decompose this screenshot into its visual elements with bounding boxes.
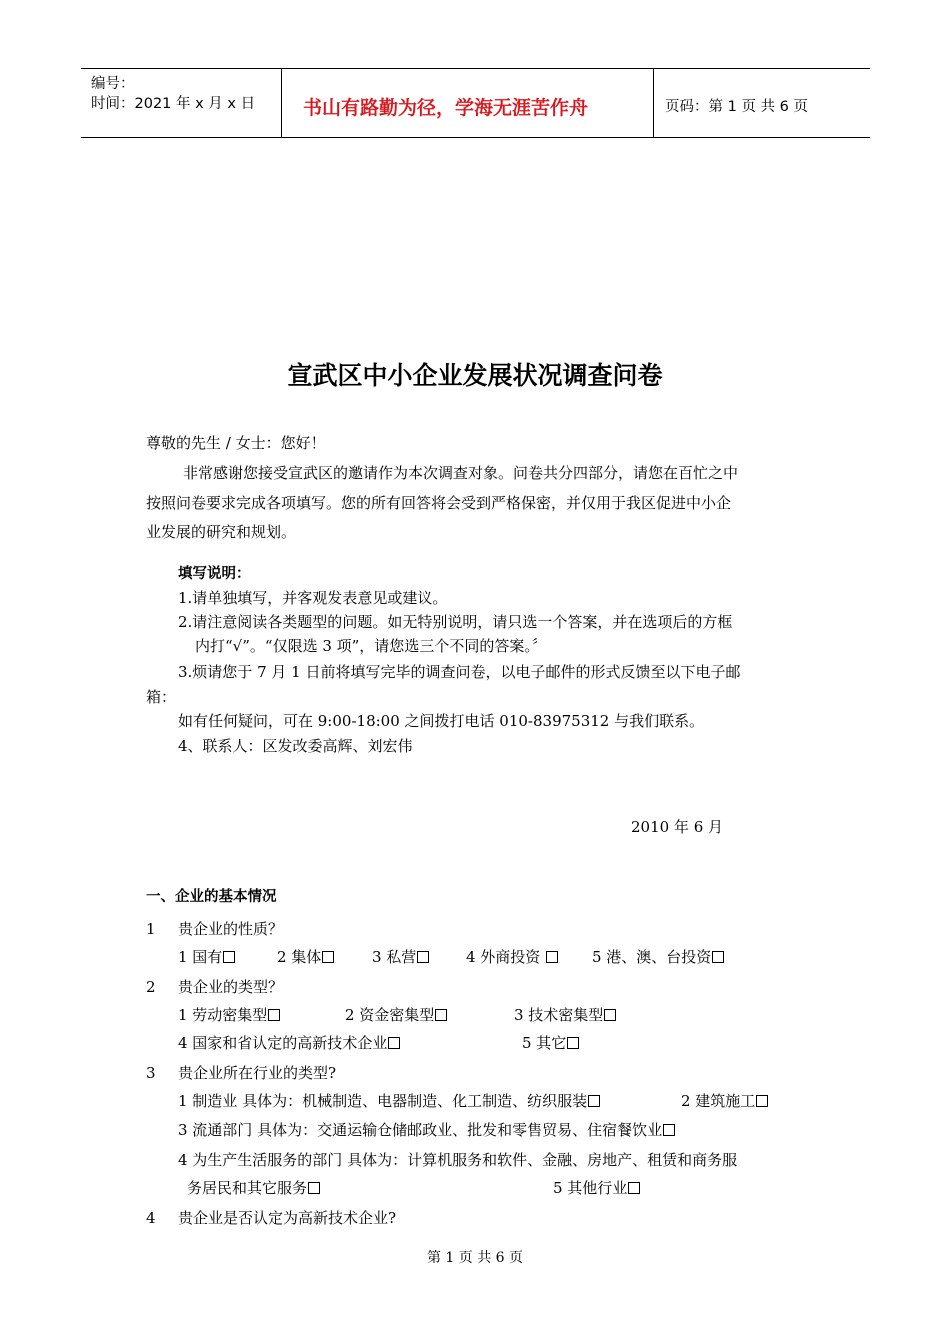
q2-option-1[interactable]: 1 劳动密集型 [178,1005,280,1025]
checkbox[interactable] [628,1182,640,1194]
q1-option-2[interactable]: 2 集体 [277,947,334,967]
checkbox[interactable] [546,951,558,963]
document-title: 宣武区中小企业发展状况调查问卷 [287,361,663,390]
instruction-3-line-1: 3.烦请您于 7 月 1 日前将填写完毕的调查问卷，以电子邮件的形式反馈至以下电子邮 [178,663,741,681]
page-info: 页码：第 1 页 共 6 页 [665,99,808,115]
page-footer: 第 1 页 共 6 页 [426,1250,524,1266]
checkbox[interactable] [417,951,429,963]
contact-line: 如有任何疑问，可在 9:00-18:00 之间拨打电话 010-83975312 与我们联系。 [178,712,705,730]
q1-number: 1 [146,920,156,938]
checkbox[interactable] [604,1009,616,1021]
checkbox[interactable] [663,1124,675,1136]
page-header [81,68,870,138]
q1-option-3[interactable]: 3 私营 [372,947,429,967]
checkbox[interactable] [322,951,334,963]
q3-option-4-line-1: 4 为生产生活服务的部门 具体为：计算机服务和软件、金融、房地产、租赁和商务服 [178,1151,738,1169]
motto: 书山有路勤为径，学海无涯苦作舟 [303,97,589,119]
q1-option-5[interactable]: 5 港、澳、台投资 [592,947,724,967]
q3-option-1[interactable]: 1 制造业 具体为：机械制造、电器制造、化工制造、纺织服装 [178,1091,600,1111]
checkbox[interactable] [588,1095,600,1107]
instruction-2-line-1: 2.请注意阅读各类题型的问题。如无特别说明，请只选一个答案，并在选项后的方框 [178,613,733,631]
q1-option-1[interactable]: 1 国有 [178,947,235,967]
checkbox[interactable] [388,1037,400,1049]
q1-text: 贵企业的性质？ [178,920,284,938]
q2-option-4[interactable]: 4 国家和省认定的高新技术企业 [178,1033,400,1053]
q2-option-5[interactable]: 5 其它 [522,1033,579,1053]
q4-text: 贵企业是否认定为高新技术企业? [178,1209,397,1227]
greeting: 尊敬的先生 / 女士：您好！ [146,434,326,452]
instruction-3-line-2: 箱： [146,688,177,706]
checkbox[interactable] [223,951,235,963]
q3-text: 贵企业所在行业的类型? [178,1064,337,1082]
intro-line-1: 非常感谢您接受宣武区的邀请作为本次调查对象。问卷共分四部分，请您在百忙之中 [183,464,739,482]
checkbox[interactable] [756,1095,768,1107]
q1-option-4[interactable]: 4 外商投资 [466,947,558,967]
instruction-1: 1.请单独填写，并客观发表意见或建议。 [178,589,448,607]
section-1-heading: 一、企业的基本情况 [146,889,277,905]
instruction-4: 4、联系人：区发改委高辉、刘宏伟 [178,737,413,755]
q4-number: 4 [146,1209,156,1227]
checkbox[interactable] [308,1182,320,1194]
checkbox[interactable] [435,1009,447,1021]
intro-line-2: 按照问卷要求完成各项填写。您的所有回答将会受到严格保密，并仅用于我区促进中小企 [146,494,732,512]
q3-number: 3 [146,1064,156,1082]
header-meta-cell [81,69,282,137]
intro-line-3: 业发展的研究和规划。 [146,523,297,541]
q3-option-5[interactable]: 5 其他行业 [553,1178,640,1198]
number-label: 编号： [91,76,135,92]
header-page-cell [653,69,870,137]
header-motto-cell [281,69,654,137]
q3-option-4-line-2[interactable]: 务居民和其它服务 [187,1178,320,1198]
q2-text: 贵企业的类型？ [178,978,284,996]
checkbox[interactable] [268,1009,280,1021]
time-label: 时间：2021 年 x 月 x 日 [91,96,256,112]
instruction-2-line-2: 内打“√”。“仅限选 3 项”，请您选三个不同的答案。〞 [195,637,547,655]
q3-option-2[interactable]: 2 建筑施工 [681,1091,768,1111]
q2-option-3[interactable]: 3 技术密集型 [514,1005,616,1025]
document-date: 2010 年 6 月 [631,818,724,836]
instructions-heading: 填写说明： [178,566,251,582]
checkbox[interactable] [567,1037,579,1049]
checkbox[interactable] [712,951,724,963]
q2-number: 2 [146,978,156,996]
q3-option-3[interactable]: 3 流通部门 具体为：交通运输仓储邮政业、批发和零售贸易、住宿餐饮业 [178,1120,675,1140]
q2-option-2[interactable]: 2 资金密集型 [345,1005,447,1025]
